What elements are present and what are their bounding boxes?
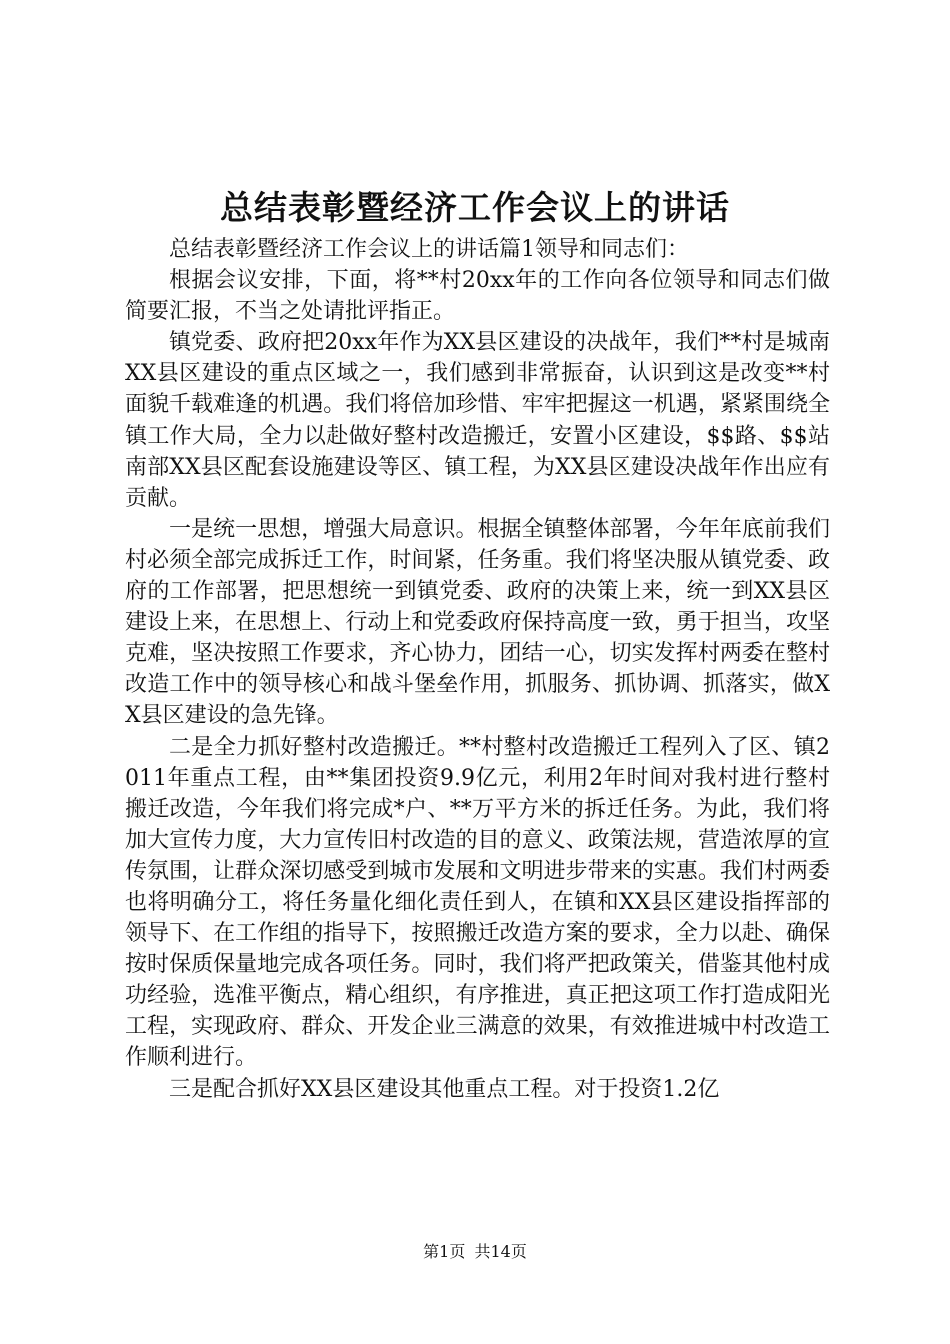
page-number: 第1页	[423, 1242, 466, 1261]
paragraph-intro: 根据会议安排，下面，将**村20xx年的工作向各位领导和同志们做简要汇报，不当之处请批评指正。	[125, 268, 830, 325]
paragraph-point-one: 一是统一思想，增强大局意识。根据全镇整体部署，今年年底前我们村必须全部完成拆迁工作，时间紧，任务重。我们将坚决服从镇党委、政府的工作部署，把思想统一到镇党委、政府的决策上来，统一到XX县区建设上来，在思想上、行动上和党委政府保持高度一致，勇于担当，攻坚克难，坚决按照工作要求，齐心协力，团结一心，切实发挥村两委在整村改造工作中的领导核心和战斗堡垒作用，抓服务、抓协调、抓落实，做XX县区建设的急先锋。	[125, 516, 830, 729]
paragraph-background: 镇党委、政府把20xx年作为XX县区建设的决战年，我们**村是城南XX县区建设的重点区域之一，我们感到非常振奋，认识到这是改变**村面貌千载难逢的机遇。我们将倍加珍惜、牢牢把握这一机遇，紧紧围绕全镇工作大局，全力以赴做好整村改造搬迁，安置小区建设，$$路、$$站南部XX县区配套设施建设等区、镇工程，为XX县区建设决战年作出应有贡献。	[125, 330, 830, 511]
document-body	[125, 234, 830, 1105]
document-title: 总结表彰暨经济工作会议上的讲话	[220, 188, 730, 227]
paragraph-salutation: 总结表彰暨经济工作会议上的讲话篇1领导和同志们：	[169, 237, 689, 262]
paragraph-point-two: 二是全力抓好整村改造搬迁。**村整村改造搬迁工程列入了区、镇2011年重点工程，由**集团投资9.9亿元，利用2年时间对我村进行整村搬迁改造，今年我们将完成*户、**万平方米的拆迁任务。为此，我们将加大宣传力度，大力宣传旧村改造的目的意义、政策法规，营造浓厚的宣传氛围，让群众深切感受到城市发展和文明进步带来的实惠。我们村两委也将明确分工，将任务量化细化责任到人，在镇和XX县区建设指挥部的领导下、在工作组的指导下，按照搬迁改造方案的要求，全力以赴、确保按时保质保量地完成各项任务。同时，我们将严把政策关，借鉴其他村成功经验，选准平衡点，精心组织，有序推进，真正把这项工作打造成阳光工程，实现政府、群众、开发企业三满意的效果，有效推进城中村改造工作顺利进行。	[125, 734, 830, 1071]
page-total: 共14页	[474, 1242, 527, 1261]
paragraph-point-three: 三是配合抓好XX县区建设其他重点工程。对于投资1.2亿	[169, 1076, 720, 1102]
page-footer	[0, 1241, 950, 1263]
